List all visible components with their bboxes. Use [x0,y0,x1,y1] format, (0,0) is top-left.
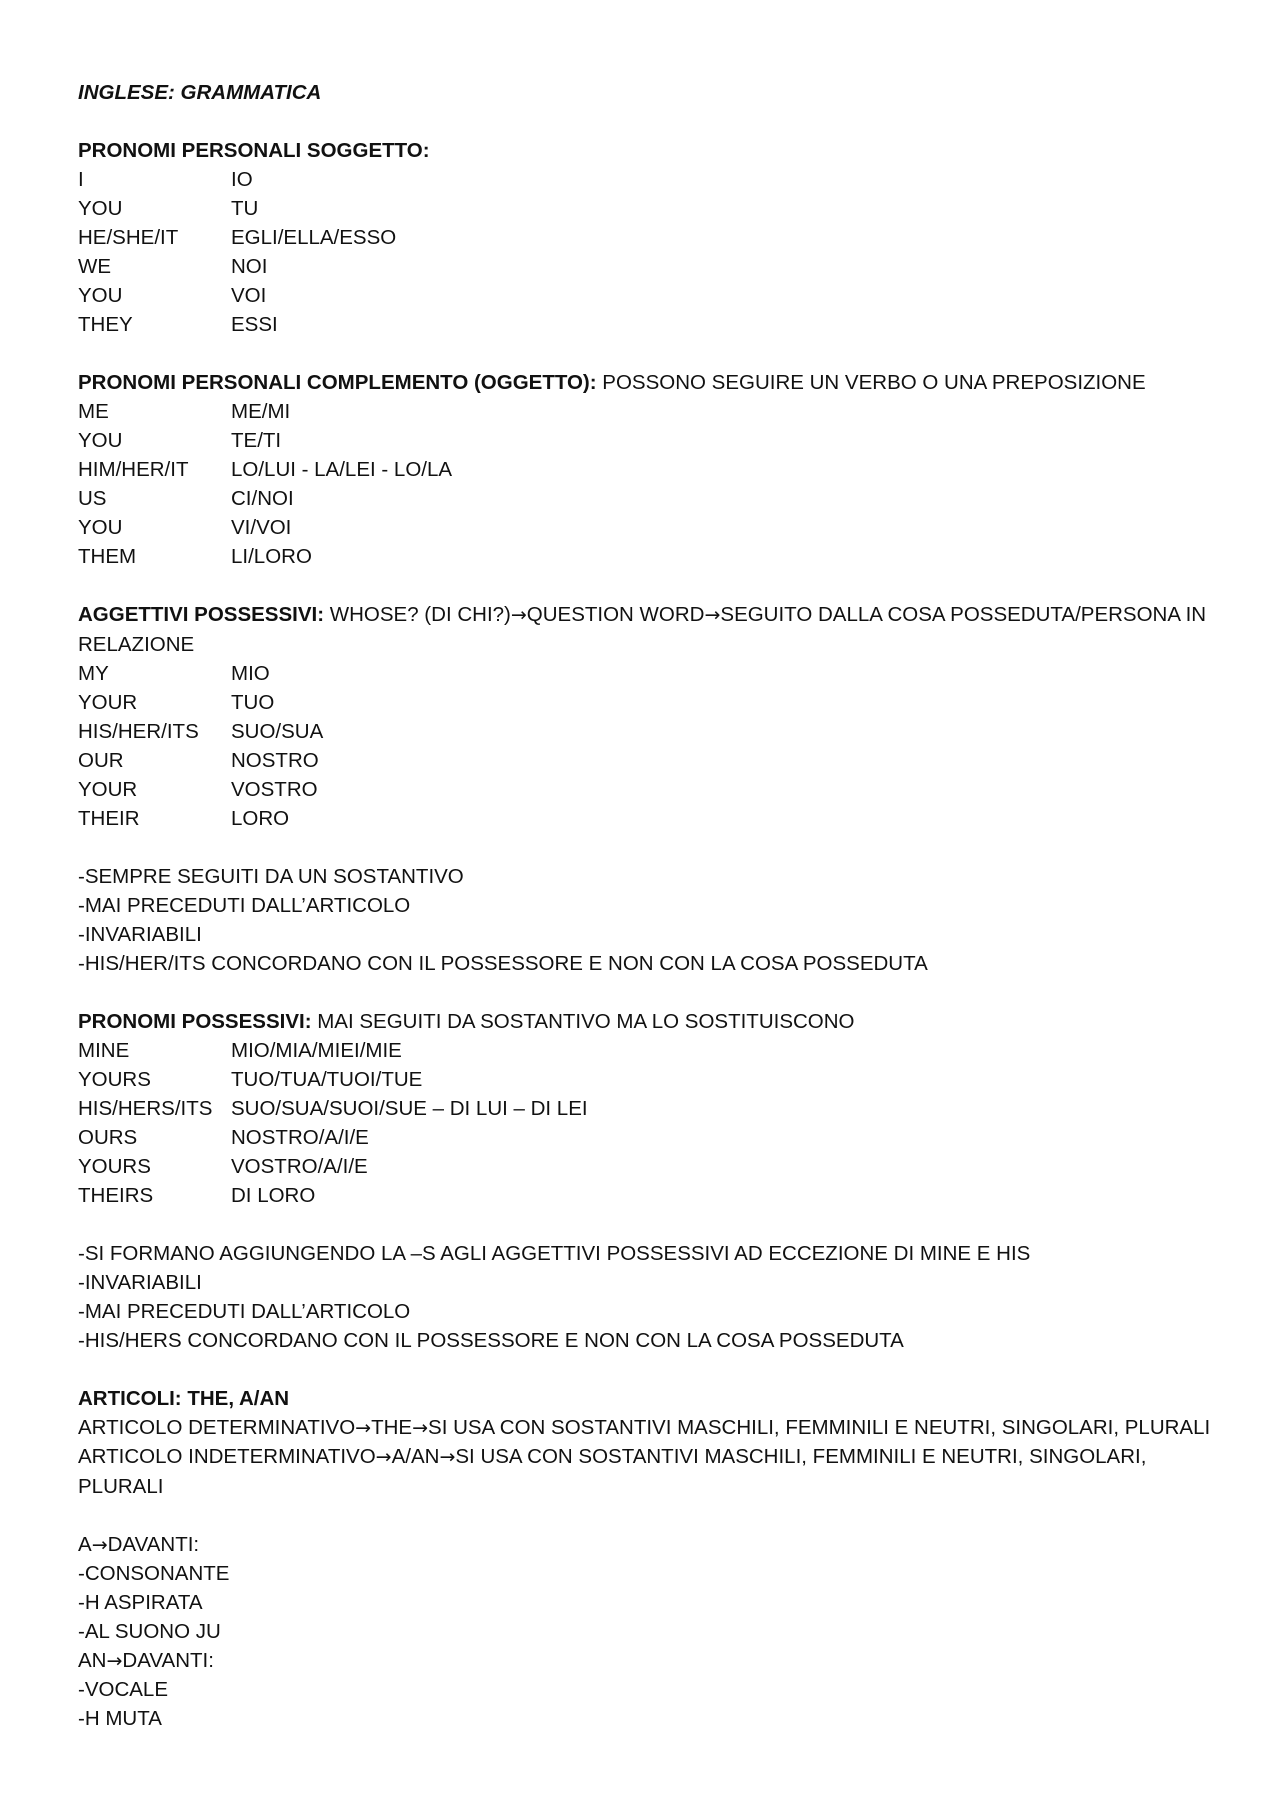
a-rule: -AL SUONO JU [78,1620,221,1643]
possessive-pronoun-rule: -SI FORMANO AGGIUNGENDO LA –S AGLI AGGETTIVI POSSESSIVI AD ECCEZIONE DI MINE E HIS [78,1242,1031,1265]
arrow-right-icon: → [439,1446,456,1468]
subject-pronoun-row [78,281,1220,310]
object-pronoun-row [78,397,1220,426]
possessive-adjective-italian: VOSTRO [231,778,318,801]
object-pronoun-english: HIM/HER/IT [78,458,189,481]
possessive-pronoun-row [78,1036,1220,1065]
definite-article-line [78,1413,1220,1442]
object-pronouns-title: PRONOMI PERSONALI COMPLEMENTO (OGGETTO): [78,371,597,394]
possessive-adjectives-rules [78,862,1220,978]
possessive-pronoun-english: HIS/HERS/ITS [78,1097,213,1120]
possessive-pronoun-english: OURS [78,1126,138,1149]
possessive-pronoun-row [78,1094,1220,1123]
a-rule: -H ASPIRATA [78,1591,203,1614]
subject-pronoun-italian: VOI [231,284,267,307]
an-rule: -VOCALE [78,1678,168,1701]
possessive-pronoun-italian: DI LORO [231,1184,316,1207]
possessive-pronoun-row [78,1065,1220,1094]
object-pronoun-english: ME [78,400,109,423]
subject-pronoun-italian: NOI [231,255,268,278]
arrow-right-icon: → [412,1417,429,1439]
indefinite-article-word: A/AN [391,1445,440,1468]
subject-pronoun-row [78,310,1220,339]
subject-pronoun-row [78,165,1220,194]
possessive-pronouns-rules [78,1239,1220,1355]
subject-pronoun-italian: IO [231,168,253,191]
subject-pronouns-heading [78,136,1220,165]
subject-pronoun-english: WE [78,255,112,278]
possessive-pronoun-english: THEIRS [78,1184,154,1207]
possessive-adjectives-heading [78,600,1208,659]
object-pronoun-italian: VI/VOI [231,516,292,539]
subject-pronoun-english: YOU [78,197,123,220]
object-pronoun-italian: CI/NOI [231,487,294,510]
an-davanti-line [78,1646,1220,1675]
subject-pronoun-italian: ESSI [231,313,278,336]
an-rules-list [78,1675,1220,1733]
indefinite-article-line [78,1442,1208,1501]
arrow-right-icon: → [106,1650,123,1672]
possessive-adjective-row [78,804,1220,833]
object-pronoun-english: YOU [78,429,123,452]
possessive-pronoun-rule: -HIS/HERS CONCORDANO CON IL POSSESSORE E NON CON LA COSA POSSEDUTA [78,1329,904,1352]
possessive-pronouns-table [78,1036,1220,1210]
indefinite-article-desc: SI USA CON SOSTANTIVI MASCHILI, FEMMINILI E NEUTRI, SINGOLARI, PLURALI [78,1445,1147,1498]
subject-pronoun-english: THEY [78,313,133,336]
subject-pronoun-italian: EGLI/ELLA/ESSO [231,226,397,249]
possessive-adjectives-note-1: WHOSE? (DI CHI?) [329,603,511,626]
articles-title: ARTICOLI: THE, A/AN [78,1387,290,1410]
arrow-right-icon: → [375,1446,392,1468]
subject-pronouns-table [78,165,1220,339]
object-pronoun-row [78,455,1220,484]
definite-article-label: ARTICOLO DETERMINATIVO [78,1416,356,1439]
subject-pronoun-english: HE/SHE/IT [78,226,179,249]
possessive-adjective-italian: SUO/SUA [231,720,324,743]
subject-pronoun-italian: TU [231,197,259,220]
subject-pronouns-title: PRONOMI PERSONALI SOGGETTO: [78,139,430,162]
an-davanti: DAVANTI: [122,1649,214,1672]
a-davanti-line [78,1530,1220,1559]
object-pronouns-heading [78,368,1220,397]
subject-pronoun-english: I [78,168,84,191]
arrow-right-icon: → [355,1417,372,1439]
possessive-pronoun-italian: MIO/MIA/MIEI/MIE [231,1039,402,1062]
object-pronoun-english: YOU [78,516,123,539]
possessive-adjective-italian: LORO [231,807,290,830]
possessive-adjective-english: MY [78,662,109,685]
object-pronoun-italian: LI/LORO [231,545,312,568]
a-davanti: DAVANTI: [107,1533,200,1556]
possessive-adjective-rule: -INVARIABILI [78,923,202,946]
possessive-pronoun-english: MINE [78,1039,130,1062]
document-title: INGLESE: GRAMMATICA [78,81,322,104]
articles-heading [78,1384,1220,1413]
possessive-pronoun-row [78,1152,1220,1181]
possessive-adjectives-table [78,659,1220,833]
arrow-right-icon: → [704,604,721,626]
subject-pronoun-row [78,194,1220,223]
definite-article-word: THE [371,1416,413,1439]
possessive-adjective-italian: NOSTRO [231,749,319,772]
object-pronoun-row [78,513,1220,542]
a-label: A [78,1533,92,1556]
possessive-adjective-row [78,659,1220,688]
object-pronoun-row [78,484,1220,513]
possessive-pronoun-italian: SUO/SUA/SUOI/SUE – DI LUI – DI LEI [231,1097,588,1120]
possessive-pronoun-italian: NOSTRO/A/I/E [231,1126,369,1149]
possessive-pronouns-title: PRONOMI POSSESSIVI: [78,1010,312,1033]
subject-pronoun-row [78,223,1220,252]
possessive-adjective-english: HIS/HER/ITS [78,720,199,743]
possessive-adjectives-title: AGGETTIVI POSSESSIVI: [78,603,325,626]
subject-pronoun-english: YOU [78,284,123,307]
an-label: AN [78,1649,107,1672]
possessive-adjective-row [78,775,1220,804]
possessive-adjective-english: OUR [78,749,124,772]
object-pronoun-english: US [78,487,107,510]
possessive-adjective-italian: MIO [231,662,270,685]
object-pronouns-table [78,397,1220,571]
an-rule: -H MUTA [78,1707,162,1730]
possessive-adjective-row [78,717,1220,746]
possessive-pronouns-note: MAI SEGUITI DA SOSTANTIVO MA LO SOSTITUISCONO [317,1010,855,1033]
a-rule: -CONSONANTE [78,1562,230,1585]
possessive-pronoun-english: YOURS [78,1155,151,1178]
possessive-adjective-rule: -HIS/HER/ITS CONCORDANO CON IL POSSESSORE E NON CON LA COSA POSSEDUTA [78,952,928,975]
indefinite-article-label: ARTICOLO INDETERMINATIVO [78,1445,376,1468]
possessive-pronoun-rule: -INVARIABILI [78,1271,202,1294]
possessive-pronoun-italian: VOSTRO/A/I/E [231,1155,368,1178]
possessive-adjective-english: YOUR [78,691,138,714]
possessive-adjective-row [78,746,1220,775]
possessive-pronoun-row [78,1181,1220,1210]
possessive-adjective-english: YOUR [78,778,138,801]
object-pronoun-row [78,426,1220,455]
possessive-pronoun-italian: TUO/TUA/TUOI/TUE [231,1068,423,1091]
a-rules-list [78,1559,1220,1646]
object-pronoun-italian: LO/LUI - LA/LEI - LO/LA [231,458,453,481]
definite-article-desc: SI USA CON SOSTANTIVI MASCHILI, FEMMINILI E NEUTRI, SINGOLARI, PLURALI [428,1416,1211,1439]
object-pronoun-english: THEM [78,545,137,568]
possessive-adjectives-note-3: SEGUITO DALLA COSA POSSEDUTA/PERSONA IN RELAZIONE [78,603,1207,656]
possessive-pronoun-english: YOURS [78,1068,151,1091]
possessive-adjective-row [78,688,1220,717]
arrow-right-icon: → [91,1534,108,1556]
possessive-adjective-rule: -MAI PRECEDUTI DALL’ARTICOLO [78,894,411,917]
possessive-adjective-rule: -SEMPRE SEGUITI DA UN SOSTANTIVO [78,865,464,888]
object-pronoun-italian: TE/TI [231,429,282,452]
possessive-adjective-italian: TUO [231,691,275,714]
possessive-adjective-english: THEIR [78,807,140,830]
object-pronouns-note: POSSONO SEGUIRE UN VERBO O UNA PREPOSIZIONE [602,371,1146,394]
possessive-pronoun-row [78,1123,1220,1152]
possessive-pronoun-rule: -MAI PRECEDUTI DALL’ARTICOLO [78,1300,411,1323]
subject-pronoun-row [78,252,1220,281]
arrow-right-icon: → [510,604,527,626]
possessive-pronouns-heading [78,1007,1220,1036]
object-pronoun-row [78,542,1220,571]
possessive-adjectives-note-2: QUESTION WORD [526,603,705,626]
object-pronoun-italian: ME/MI [231,400,291,423]
